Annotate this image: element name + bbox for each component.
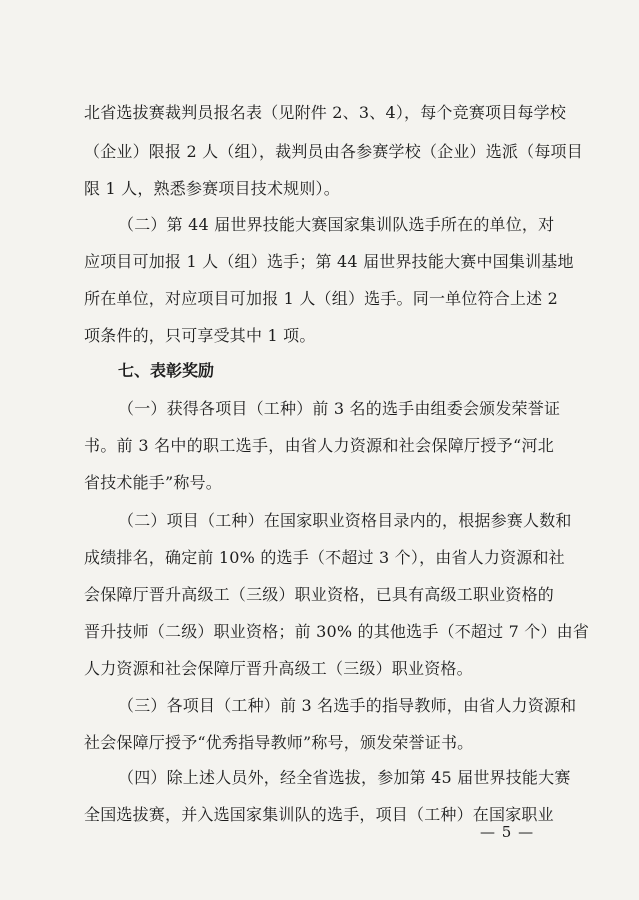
paragraph-start-line: （一）获得各项目（工种）前 3 名的选手由组委会颁发荣誉证 <box>118 399 561 418</box>
body-line: 书。前 3 名中的职工选手，由省人力资源和社会保障厅授予“河北 <box>84 436 554 455</box>
section-heading: 七、表彰奖励 <box>118 361 215 380</box>
body-line: 限 1 人，熟悉参赛项目技术规则）。 <box>84 179 340 198</box>
body-line: 项条件的，只可享受其中 1 项。 <box>84 326 316 345</box>
body-line: 人力资源和社会保障厅晋升高级工（三级）职业资格。 <box>84 659 473 678</box>
body-line: 会保障厅晋升高级工（三级）职业资格，已具有高级工职业资格的 <box>84 585 554 604</box>
body-line: 成绩排名，确定前 10% 的选手（不超过 3 个），由省人力资源和社 <box>84 548 565 567</box>
body-line: 应项目可加报 1 人（组）选手；第 44 届世界技能大赛中国集训基地 <box>84 252 574 271</box>
body-line: 全国选拔赛，并入选国家集训队的选手，项目（工种）在国家职业 <box>84 805 554 824</box>
paragraph-start-line: （二）第 44 届世界技能大赛国家集训队选手所在的单位，对 <box>118 215 555 234</box>
paragraph-start-line: （三）各项目（工种）前 3 名选手的指导教师，由省人力资源和 <box>118 696 577 715</box>
body-line: 省技术能手”称号。 <box>84 473 222 492</box>
body-line: （企业）限报 2 人（组），裁判员由各参赛学校（企业）选派（每项目 <box>84 142 583 161</box>
body-line: 社会保障厅授予“优秀指导教师”称号，颁发荣誉证书。 <box>84 733 474 752</box>
paragraph-start-line: （二）项目（工种）在国家职业资格目录内的，根据参赛人数和 <box>118 511 572 530</box>
body-line: 晋升技师（二级）职业资格；前 30% 的其他选手（不超过 7 个）由省 <box>84 622 590 641</box>
body-line: 所在单位，对应项目可加报 1 人（组）选手。同一单位符合上述 2 <box>84 289 559 308</box>
paragraph-start-line: （四）除上述人员外，经全省选拔，参加第 45 届世界技能大赛 <box>118 768 571 787</box>
body-line: 北省选拔赛裁判员报名表（见附件 2、3、4），每个竞赛项目每学校 <box>84 103 567 122</box>
page-number: — 5 — <box>480 823 535 841</box>
